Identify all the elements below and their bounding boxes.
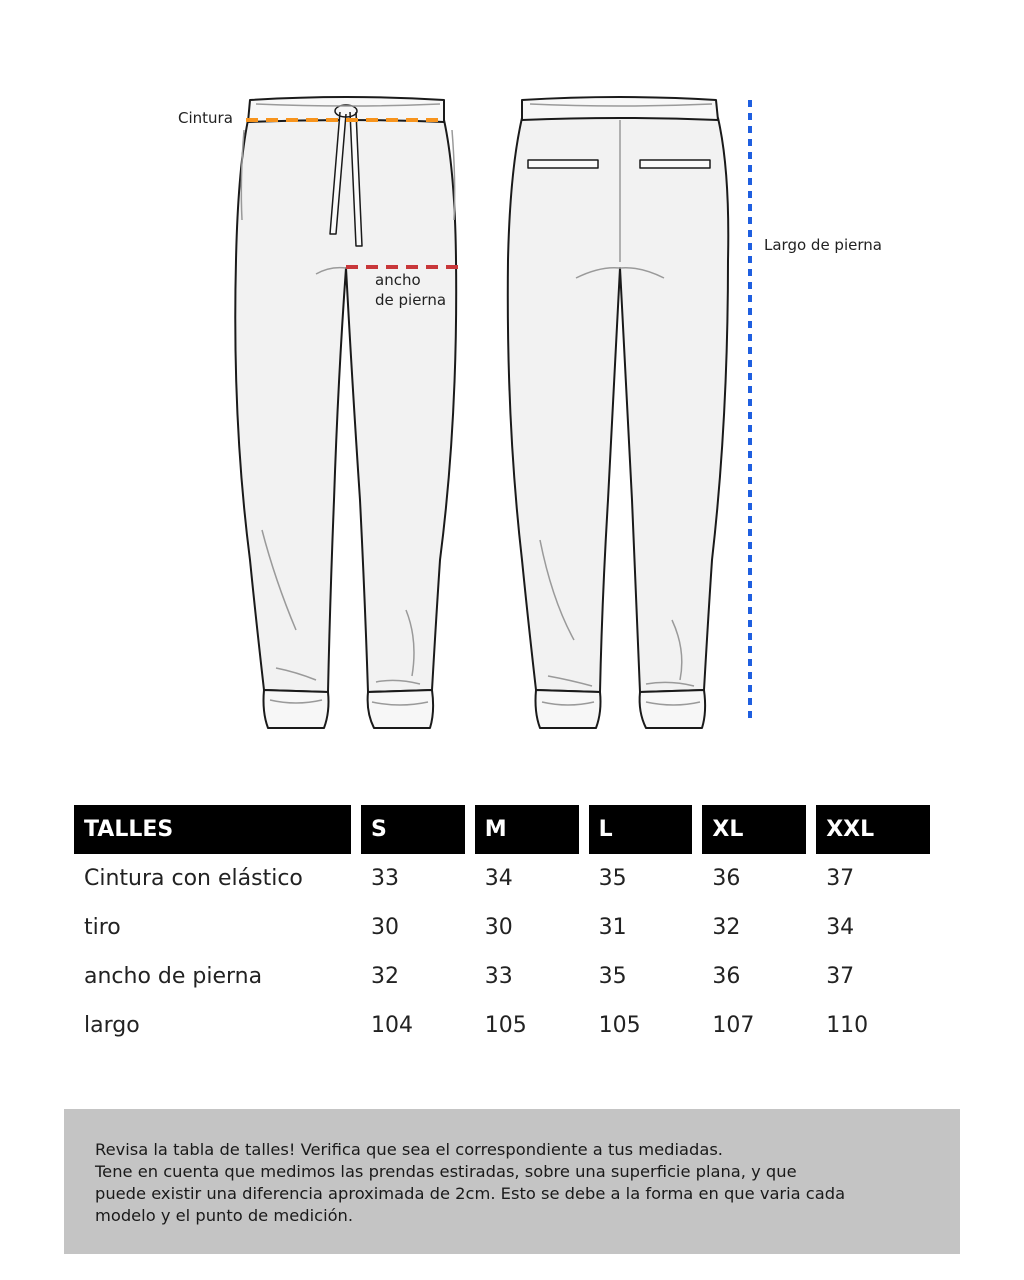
leg-width-label-line1: ancho xyxy=(375,271,421,289)
table-cell: 36 xyxy=(712,866,741,891)
table-cell: 105 xyxy=(598,1013,641,1038)
measurement-note xyxy=(64,1109,960,1254)
leg-width-label-line2: de pierna xyxy=(375,291,447,309)
table-cell: 32 xyxy=(712,915,741,940)
row-label: largo xyxy=(84,1013,140,1038)
table-row xyxy=(74,854,930,903)
table-cell: 34 xyxy=(484,866,513,891)
table-row xyxy=(74,952,930,1001)
table-row xyxy=(74,1001,930,1050)
table-row xyxy=(74,903,930,952)
header-size-m: M xyxy=(475,805,579,854)
row-label: Cintura con elástico xyxy=(84,866,303,891)
table-cell: 110 xyxy=(826,1013,869,1038)
table-cell: 32 xyxy=(371,964,399,989)
table-cell: 35 xyxy=(598,866,627,891)
table-cell: 30 xyxy=(484,915,513,940)
note-line: Revisa la tabla de talles! Verifica que sea el correspondiente a tus mediadas. xyxy=(95,1140,723,1159)
header-size-xxl: XXL xyxy=(816,805,930,854)
header-talles: TALLES xyxy=(74,805,351,854)
pants-back-icon xyxy=(508,97,729,728)
waist-label: Cintura xyxy=(178,109,233,127)
table-cell: 33 xyxy=(484,964,513,989)
pants-front-icon xyxy=(235,97,456,728)
header-size-s: S xyxy=(361,805,465,854)
row-label: ancho de pierna xyxy=(84,964,263,989)
table-cell: 35 xyxy=(598,964,627,989)
size-table xyxy=(64,805,940,1050)
note-line: modelo y el punto de medición. xyxy=(95,1206,354,1225)
row-label: tiro xyxy=(84,915,121,940)
leg-length-label: Largo de pierna xyxy=(764,236,882,254)
table-cell: 36 xyxy=(712,964,741,989)
table-cell: 37 xyxy=(826,964,855,989)
note-line: Tene en cuenta que medimos las prendas estiradas, sobre una superficie plana, y que xyxy=(95,1162,797,1181)
table-cell: 31 xyxy=(598,915,627,940)
table-cell: 105 xyxy=(484,1013,527,1038)
table-cell: 33 xyxy=(371,866,399,891)
table-cell: 104 xyxy=(371,1013,413,1038)
note-line: puede existir una diferencia aproximada de 2cm. Esto se debe a la forma en que varia cada xyxy=(95,1184,846,1203)
table-cell: 34 xyxy=(826,915,855,940)
table-cell: 30 xyxy=(371,915,399,940)
table-cell: 37 xyxy=(826,866,855,891)
header-size-l: L xyxy=(589,805,693,854)
size-table-header-row xyxy=(74,805,930,854)
header-size-xl: XL xyxy=(702,805,806,854)
table-cell: 107 xyxy=(712,1013,755,1038)
